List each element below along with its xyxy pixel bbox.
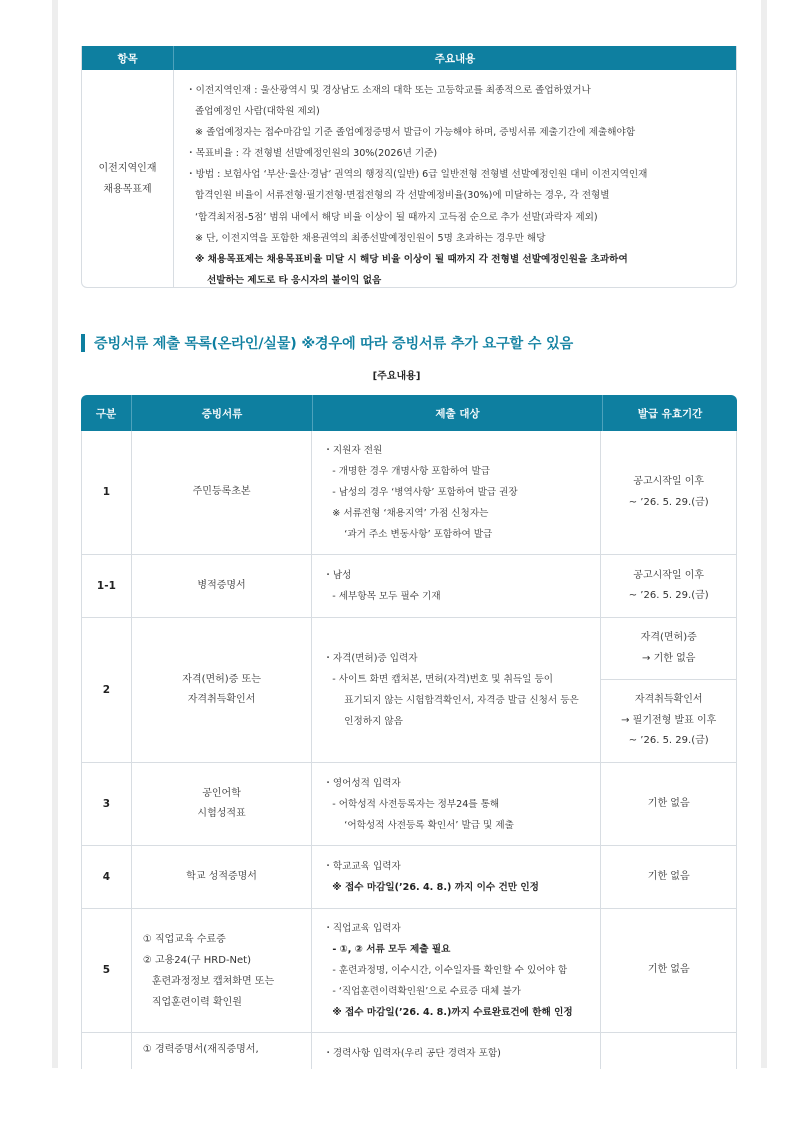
validity-line: ~ ’26. 5. 29.(금)	[628, 496, 709, 508]
table-row	[81, 763, 737, 846]
document-line: 직업훈련이력 확인원	[151, 996, 242, 1008]
header-validity: 발급 유효기간	[602, 395, 737, 431]
section-title-bar	[81, 334, 85, 352]
target-note-bold: ※ 접수 마감일(’26. 4. 8.) 까지 이수 건만 인정	[332, 882, 539, 893]
validity-cell: 기한 없음	[647, 797, 690, 809]
page-left-rail	[52, 0, 58, 1068]
target-cell	[312, 555, 601, 617]
table-row	[81, 555, 737, 618]
validity-line: 공고시작일 이후	[633, 476, 705, 487]
target-line: - 훈련과정명, 이수시간, 이수일자를 확인할 수 있어야 함	[332, 965, 568, 976]
document-line: 자격(면허)증 또는	[182, 673, 261, 685]
document-name	[132, 618, 312, 762]
target-line: ・자격(면허)증 입력자	[323, 653, 418, 664]
validity-license	[601, 618, 736, 679]
row-number: 1-1	[82, 555, 132, 617]
target-line: ・남성	[323, 570, 352, 581]
validity-cell	[601, 1033, 736, 1069]
table-row	[82, 70, 736, 287]
document-name: 병적증명서	[132, 555, 312, 617]
document-name: 학교 성적증명서	[132, 846, 312, 908]
content-note-bold: ※ 채용목표제는 채용목표비율 미달 시 해당 비율 이상이 될 때까지 각 전형별 선발예정인원을 초과하여	[195, 253, 628, 265]
table-row	[81, 846, 737, 909]
target-line: ・지원자 전원	[323, 445, 383, 456]
row-number: 3	[82, 763, 132, 845]
validity-cell	[601, 431, 736, 554]
content-line: ・목표비율 : 각 전형별 선발예정인원의 30%(2026년 기준)	[186, 148, 438, 160]
target-line: ・학교교육 입력자	[323, 861, 401, 872]
section-title-text: 증빙서류 제출 목록(온라인/실물) ※경우에 따라 증빙서류 추가 요구할 수 있음	[94, 336, 573, 352]
target-line: ・직업교육 입력자	[323, 923, 401, 934]
document-line: 훈련과정정보 캡쳐화면 또는	[151, 975, 275, 987]
target-line: ‘어학성적 사전등록 확인서’ 발급 및 제출	[344, 819, 514, 831]
target-line: ・영어성적 입력자	[323, 777, 401, 789]
page-scrollbar[interactable]	[761, 0, 767, 1068]
content-cell	[174, 70, 736, 287]
document-line: 공인어학	[202, 787, 241, 799]
validity-line: 자격(면허)증	[640, 632, 697, 643]
header-category: 구분	[95, 407, 117, 420]
content-line: 졸업예정인 사람(대학원 제외)	[195, 106, 320, 118]
target-system-table	[81, 46, 737, 288]
document-name: 주민등록초본	[132, 431, 312, 554]
target-cell	[312, 431, 601, 554]
table-row	[81, 909, 737, 1033]
content-note-bold: 선발하는 제도로 타 응시자의 불이익 없음	[207, 274, 382, 286]
validity-line: 공고시작일 이후	[633, 569, 705, 581]
validity-line: → 필기전형 발표 이후	[621, 714, 717, 726]
target-line: - 세부항목 모두 필수 기재	[332, 591, 441, 602]
category-line: 이전지역인재	[98, 162, 157, 174]
document-line: ① 경력증명서(재직증명서,	[142, 1044, 259, 1055]
content-line: 합격인원 비율이 서류전형·필기전형·면접전형의 각 선발예정비율(30%)에 미달하는 경우, 각 전형별	[195, 190, 610, 202]
header-content: 주요내용	[434, 52, 476, 65]
content-line: ・방법 : 보험사업 ‘부산·울산·경남’ 권역의 행정직(일반) 6급 일반전형 전형별 선발예정인원 대비 이전지역인재	[186, 169, 648, 181]
sub-title: [주요내용]	[372, 371, 421, 382]
target-line: - 어학성적 사전등록자는 정부24를 통해	[332, 798, 500, 810]
table-header	[82, 46, 736, 70]
document-name	[132, 1033, 312, 1069]
validity-cell: 기한 없음	[647, 964, 690, 976]
target-line: - ‘직업훈련이력확인원’으로 수료증 대체 불가	[332, 986, 521, 997]
content-note: ※ 단, 이전지역을 포함한 채용권역의 최종선발예정인원이 5명 초과하는 경우만 해당	[195, 232, 546, 244]
target-cell	[312, 618, 601, 762]
row-number	[82, 1033, 132, 1069]
table-header	[81, 395, 737, 431]
row-number: 2	[82, 618, 132, 762]
documents-table	[81, 395, 737, 1069]
target-line-bold: - ①, ② 서류 모두 제출 필요	[332, 944, 451, 955]
table-row	[81, 618, 737, 763]
header-item: 항목	[82, 46, 174, 70]
document-line: 시험성적표	[197, 808, 246, 819]
validity-cell	[601, 618, 736, 762]
target-note-bold: ※ 접수 마감일(’26. 4. 8.)까지 수료완료건에 한해 인정	[332, 1007, 573, 1018]
validity-cell: 기한 없음	[647, 870, 690, 882]
header-target: 제출 대상	[312, 395, 602, 431]
target-cell	[312, 909, 601, 1032]
validity-line: 자격취득확인서	[634, 694, 703, 706]
category-cell	[82, 70, 174, 287]
content-line: ・이전지역인재 : 울산광역시 및 경상남도 소재의 대학 또는 고등학교를 최종적으로 졸업하였거나	[186, 85, 591, 96]
header-document: 증빙서류	[131, 395, 312, 431]
validity-line: → 기한 없음	[642, 652, 696, 664]
target-note: ※ 서류전형 ‘채용지역’ 가점 신청자는	[332, 508, 489, 519]
target-cell	[312, 846, 601, 908]
target-cell	[312, 763, 601, 845]
row-number: 4	[82, 846, 132, 908]
target-line: - 개명한 경우 개명사항 포함하여 발급	[332, 466, 491, 477]
validity-line: ~ ’26. 5. 29.(금)	[628, 735, 709, 747]
document-name	[132, 763, 312, 845]
category-line: 채용목표제	[103, 183, 152, 195]
target-line: 표기되지 않는 시험합격확인서, 자격증 발급 신청서 등은	[344, 695, 579, 706]
document-line: ② 고용24(구 HRD-Net)	[142, 954, 252, 966]
table-row	[81, 1033, 737, 1069]
content-note: ※ 졸업예정자는 접수마감일 기준 졸업예정증명서 발급이 가능해야 하며, 증빙서류 제출기간에 제출해야함	[195, 127, 636, 139]
target-line: - 사이트 화면 캡처본, 면허(자격)번호 및 취득일 등이	[332, 674, 553, 685]
validity-line: ~ ’26. 5. 29.(금)	[628, 590, 709, 601]
target-cell	[312, 1033, 601, 1069]
document-line: 자격취득확인서	[187, 694, 256, 705]
section-title	[81, 333, 573, 353]
row-number: 5	[82, 909, 132, 1032]
target-line: ・경력사항 입력자(우리 공단 경력자 포함)	[323, 1048, 501, 1059]
content-line: ‘합격최저점-5점’ 범위 내에서 해당 비율 이상이 될 때까지 고득점 순으로 추가 선발(과락자 제외)	[195, 211, 598, 223]
row-number: 1	[82, 431, 132, 554]
validity-cell	[601, 555, 736, 617]
target-line: - 남성의 경우 ‘병역사항’ 포함하여 발급 권장	[332, 487, 518, 498]
target-note: ‘과거 주소 변동사항’ 포함하여 발급	[344, 529, 493, 540]
document-name	[132, 909, 312, 1032]
target-line: 인정하지 않음	[344, 716, 403, 727]
table-row	[81, 431, 737, 555]
document-line: ① 직업교육 수료증	[142, 933, 226, 945]
validity-certificate	[601, 679, 736, 762]
